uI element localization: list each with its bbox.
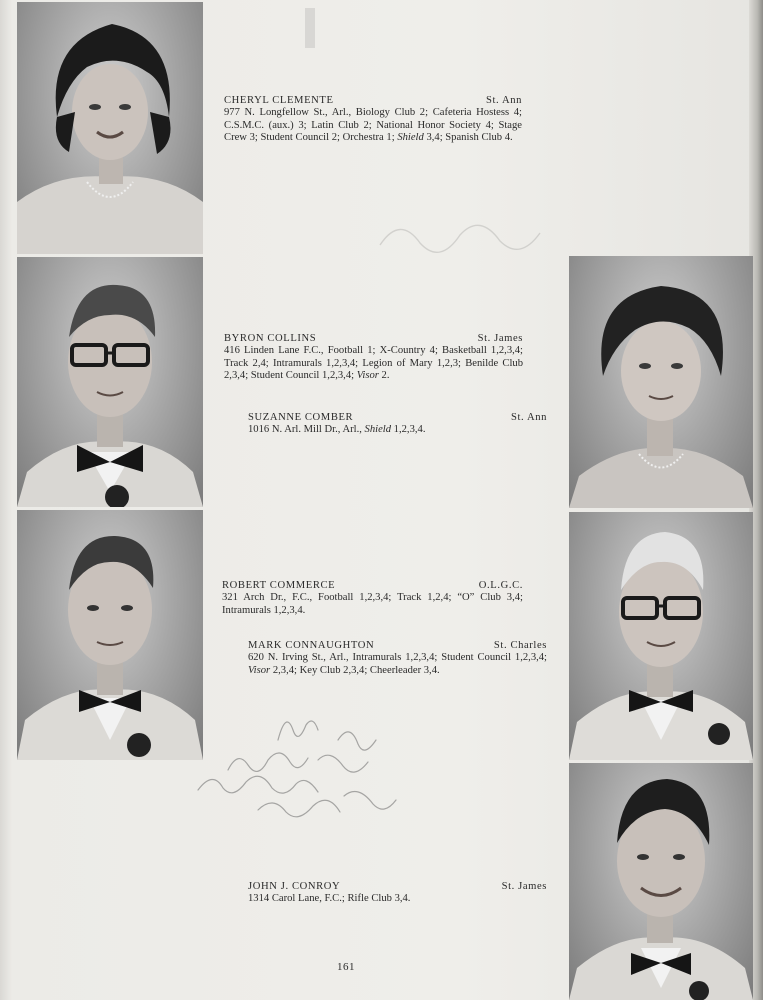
photo-cheryl-clemente [17, 2, 203, 254]
student-activities: 321 Arch Dr., F.C., Football 1,2,3,4; Track 1,2,4; “O” Club 3,4; Intramurals 1,2,3,4. [222, 592, 523, 616]
photo-byron-collins [17, 257, 203, 507]
photo-suzanne-comber [569, 256, 753, 508]
photo-john-conroy [569, 763, 753, 1000]
student-name: MARK CONNAUGHTON [248, 640, 375, 651]
student-activities: 1016 N. Arl. Mill Dr., Arl., Shield 1,2,3,4. [248, 424, 426, 436]
student-activities: 977 N. Longfellow St., Arl., Biology Club 2; Cafeteria Hostess 4; C.S.M.C. (aux.) 3; Latin Club 2; National Honor Society 4; Stage Crew 3; Student Council 2; Orchestra 1; Shield 3,4; Spanish Club 4. [224, 107, 522, 144]
portrait-male-icon [17, 257, 203, 507]
student-parish: St. James [477, 333, 523, 344]
portrait-male-icon [569, 763, 753, 1000]
handwritten-inscription-icon [168, 700, 408, 850]
entry-suzanne-comber [248, 412, 547, 437]
student-name: SUZANNE COMBER [248, 412, 354, 423]
photo-mark-connaughton [569, 512, 753, 760]
portrait-male-icon [569, 512, 753, 760]
portrait-female-icon [569, 256, 753, 508]
student-activities: 620 N. Irving St., Arl., Intramurals 1,2,3,4; Student Council 1,2,3,4; Visor 2,3,4; Key Club 2,3,4; Cheerleader 3,4. [248, 652, 547, 676]
student-name: CHERYL CLEMENTE [224, 95, 334, 106]
entry-john-conroy [248, 881, 547, 906]
entry-cheryl-clemente [224, 95, 522, 145]
student-name: JOHN J. CONROY [248, 881, 341, 892]
portrait-female-icon [17, 2, 203, 254]
page-number: 161 [337, 961, 355, 973]
student-name: BYRON COLLINS [224, 333, 317, 344]
student-name: ROBERT COMMERCE [222, 580, 336, 591]
student-activities: 1314 Carol Lane, F.C.; Rifle Club 3,4. [248, 893, 411, 905]
student-parish: O.L.G.C. [478, 580, 523, 591]
entry-byron-collins [224, 333, 523, 383]
student-parish: St. Ann [511, 412, 547, 423]
bleed-through-mark-icon [360, 205, 560, 265]
bleed-through-mark-icon [305, 8, 315, 48]
student-parish: St. James [501, 881, 547, 892]
student-activities: 416 Linden Lane F.C., Football 1; X-Country 4; Basketball 1,2,3,4; Track 2,4; Intramurals 1,2,3,4; Legion of Mary 1,2,3; Benilde Club 2,3,4; Student Council 1,2,3,4; Visor 2. [224, 345, 523, 382]
student-parish: St. Charles [493, 640, 547, 651]
student-parish: St. Ann [486, 95, 522, 106]
entry-robert-commerce [222, 580, 523, 617]
entry-mark-connaughton [248, 640, 547, 677]
